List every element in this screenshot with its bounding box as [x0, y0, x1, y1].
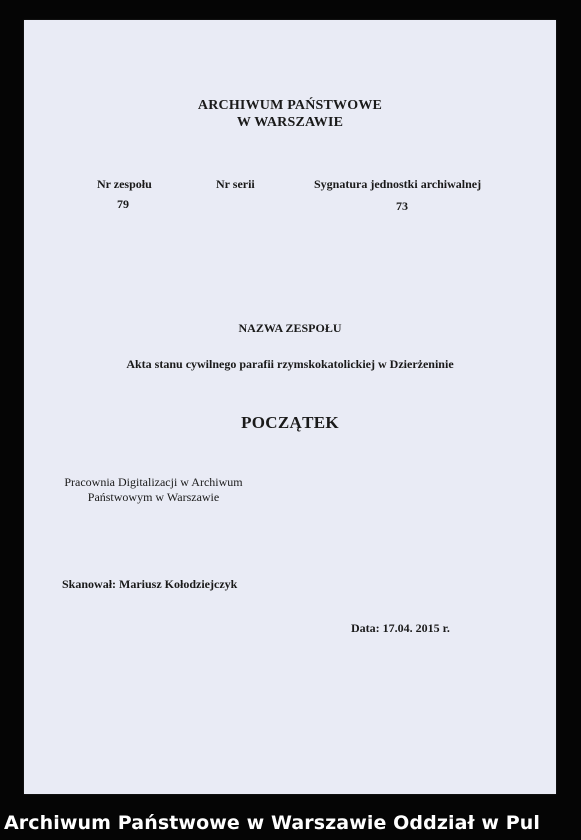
- pracownia-line2: Państwowym w Warszawie: [87, 490, 220, 504]
- pracownia-line1: Pracownia Digitalizacji w Archiwum: [64, 475, 243, 489]
- scan-date: Data: 17.04. 2015 r.: [351, 621, 450, 635]
- document-sheet: [24, 20, 556, 794]
- nazwa-zespolu-label: NAZWA ZESPOŁU: [238, 321, 342, 335]
- scanned-by: Skanował: Mariusz Kołodziejczyk: [62, 577, 238, 591]
- sygnatura-value: 73: [396, 199, 408, 213]
- archive-name-line1: ARCHIWUM PAŃSTWOWE: [197, 98, 383, 113]
- pracownia-stamp: [55, 475, 252, 505]
- nr-serii-label: Nr serii: [216, 177, 255, 191]
- nazwa-zespolu-value: Akta stanu cywilnego parafii rzymskokatolickiej w Dzierżeninie: [126, 357, 454, 371]
- nr-zespolu-value: 79: [117, 197, 129, 211]
- archive-name-line2: W WARSZAWIE: [236, 115, 344, 130]
- watermark-banner: Archiwum Państwowe w Warszawie Oddział w Pul: [4, 812, 541, 834]
- sygnatura-label: Sygnatura jednostki archiwalnej: [314, 177, 482, 191]
- poczatek-marker: POCZĄTEK: [241, 413, 339, 432]
- nr-zespolu-label: Nr zespołu: [97, 177, 152, 191]
